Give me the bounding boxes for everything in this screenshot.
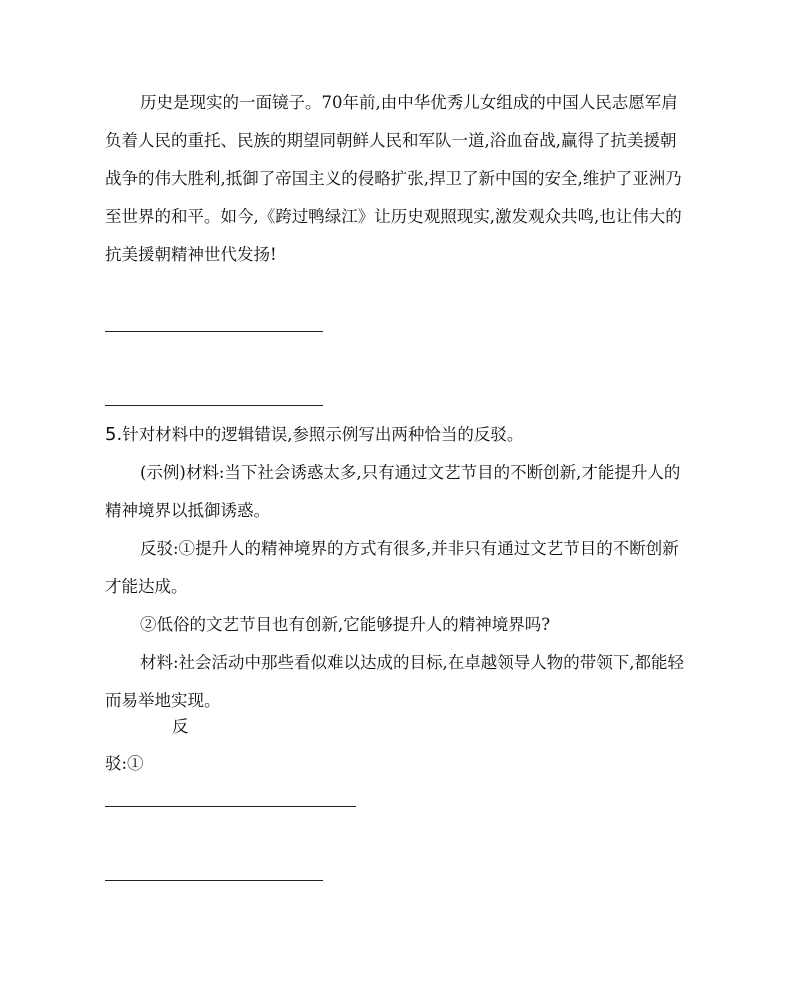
answer-blank-1[interactable] bbox=[105, 331, 323, 332]
example-line-1: (示例)材料:当下社会诱惑太多,只有通过文艺节目的不断创新,才能提升人的 bbox=[140, 463, 681, 482]
passage-line-5: 抗美援朝精神世代发扬! bbox=[105, 245, 277, 264]
rebuttal-line-1: 反驳:①提升人的精神境界的方式有很多,并非只有通过文艺节目的不断创新 bbox=[140, 539, 679, 558]
answer-blank-3[interactable] bbox=[105, 806, 356, 807]
answer-label-2: 驳:① bbox=[105, 754, 144, 773]
answer-label-1: 反 bbox=[172, 717, 189, 736]
material-line-1: 材料:社会活动中那些看似难以达成的目标,在卓越领导人物的带领下,都能轻 bbox=[140, 653, 685, 672]
material-line-2: 而易举地实现。 bbox=[105, 691, 221, 710]
rebuttal-2: ②低俗的文艺节目也有创新,它能够提升人的精神境界吗? bbox=[140, 615, 551, 634]
passage-line-1: 历史是现实的一面镜子。70年前,由中华优秀儿女组成的中国人民志愿军肩 bbox=[140, 93, 678, 112]
answer-blank-4[interactable] bbox=[105, 880, 323, 881]
passage-line-3: 战争的伟大胜利,抵御了帝国主义的侵略扩张,捍卫了新中国的安全,维护了亚洲乃 bbox=[105, 169, 682, 188]
passage-line-4: 至世界的和平。如今,《跨过鸭绿江》让历史观照现实,激发观众共鸣,也让伟大的 bbox=[105, 207, 682, 226]
question-5-prompt bbox=[105, 424, 523, 446]
question-number: 5. bbox=[105, 424, 123, 445]
example-line-2: 精神境界以抵御诱惑。 bbox=[105, 501, 270, 520]
answer-blank-2[interactable] bbox=[105, 405, 323, 406]
question-text: 针对材料中的逻辑错误,参照示例写出两种恰当的反驳。 bbox=[122, 425, 524, 444]
passage-line-2: 负着人民的重托、民族的期望同朝鲜人民和军队一道,浴血奋战,赢得了抗美援朝 bbox=[105, 131, 677, 150]
rebuttal-line-2: 才能达成。 bbox=[105, 577, 188, 596]
